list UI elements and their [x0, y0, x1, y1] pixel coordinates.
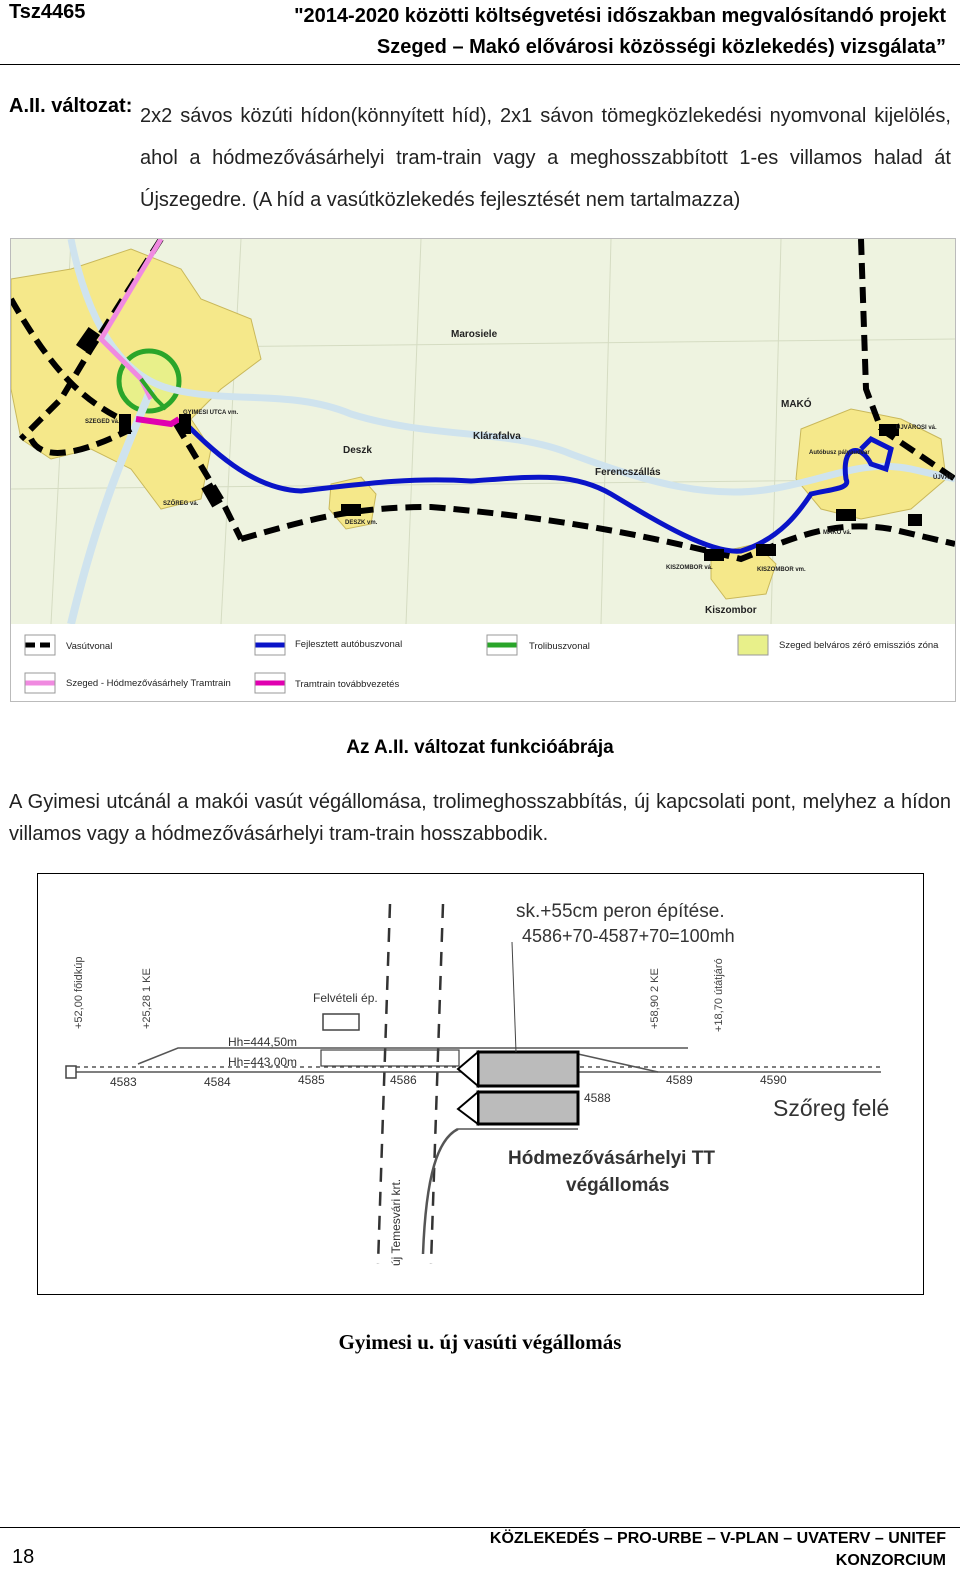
section-4583: 4583: [110, 1075, 137, 1089]
platforms: [458, 1052, 578, 1124]
section-4589: 4589: [666, 1073, 693, 1087]
document-id: Tsz4465: [9, 1, 86, 23]
terminal-label-1: Hódmezővásárhelyi TT: [508, 1148, 715, 1169]
legend-tramtrain-ext: Tramtrain továbbvezetés: [295, 679, 400, 690]
label-deszk-vm: DESZK vm.: [345, 520, 378, 526]
body-paragraph: A Gyimesi utcánál a makói vasút végállomása, trolimeghosszabbítás, új kapcsolati pont, melyhez a hídon villamos vagy a hódmezővásárhelyi tram-train hosszabbodik.: [9, 791, 951, 845]
header-divider: [0, 64, 960, 65]
label-mako: MAKÓ: [781, 399, 812, 410]
label-kiszombor: Kiszombor: [705, 605, 757, 616]
label-kiszombor-vu: KISZOMBOR vá.: [666, 565, 713, 571]
section-4586: 4586: [390, 1073, 417, 1087]
km-markers: [73, 957, 725, 1032]
section-4584: 4584: [204, 1075, 231, 1089]
label-ferencszallas: Ferencszállás: [595, 467, 661, 478]
reception-label: Felvételi ép.: [313, 991, 378, 1005]
project-title-line-1: "2014-2020 közötti költségvetési időszakban megvalósítandó projekt: [294, 5, 946, 27]
footer-line-1: KÖZLEKEDÉS – PRO-URBE – V-PLAN – UVATERV – UNITEF: [489, 1530, 946, 1547]
variant-map-svg: [11, 239, 955, 701]
km-marker-3: +58,90 2 KE: [649, 968, 661, 1029]
hh1-label: Hh=444,50m: [228, 1035, 298, 1049]
project-title-line-2: Szeged – Makó elővárosi közösségi közlekedés) vizsgálata”: [376, 36, 946, 58]
km-marker-2: +25,28 1 KE: [141, 968, 153, 1029]
buffer-stop: [66, 1066, 76, 1078]
variant-description: 2x2 sávos közúti hídon(könnyített híd), 2x1 sávon tömegközlekedési nyomvonal kijelölés, ahol a hódmezővásárhelyi tram-train vagy a meghosszabbított 1-es villamos halad át Újszegedre. (A híd a vasútközlekedés fejlesztését nem tartalmazza): [140, 105, 951, 211]
platform-note-leader: [512, 942, 516, 1052]
variant-map: [10, 238, 956, 702]
street-label: új Temesvári krt.: [389, 1178, 403, 1266]
reception-building: [323, 1014, 359, 1030]
label-marosiele: Marosiele: [451, 329, 498, 340]
figure-2-caption: Gyimesi u. új vasúti végállomás: [338, 1330, 622, 1354]
label-szeged-vu: SZEGED vá.: [85, 419, 120, 425]
label-ujvaros-cut: ÚJVÁR: [933, 475, 954, 481]
legend-tramtrain: Szeged - Hódmezővásárhely Tramtrain: [66, 678, 231, 689]
label-ujvarosi-vu: ÚJVÁROSI vá.: [896, 425, 937, 431]
figure-1-caption: Az A.II. változat funkcióábrája: [346, 737, 614, 758]
legend-zone: Szeged belváros zéró emissziós zóna: [779, 640, 939, 651]
km-marker-1: +52,00 főidkúp: [73, 956, 85, 1029]
label-klarafalva: Klárafalva: [473, 431, 521, 442]
station-plan: [37, 873, 924, 1295]
km-marker-4: +18,70 útátjáró: [713, 958, 725, 1032]
section-4585: 4585: [298, 1073, 325, 1087]
label-deszk: Deszk: [343, 445, 372, 456]
section-4590: 4590: [760, 1073, 787, 1087]
map-legend-background: [11, 624, 955, 701]
legend-trolley: Trolibuszvonal: [529, 641, 590, 652]
legend-rail: Vasútvonal: [66, 641, 113, 652]
consortium-footer: [490, 1528, 946, 1572]
platform-note-1: sk.+55cm peron építése.: [516, 901, 725, 922]
label-gyimesi-utca: GYIMESI UTCA vm.: [183, 410, 239, 416]
project-title: [294, 1, 946, 63]
station-plan-svg: [38, 874, 923, 1294]
legend-bus: Fejlesztett autóbuszvonal: [295, 639, 403, 650]
hh2-label: Hh=443,00m: [228, 1055, 298, 1069]
terminal-label-2: végállomás: [566, 1175, 670, 1196]
platform-note-2: 4586+70-4587+70=100mh: [522, 926, 735, 946]
label-szoreg-vu: SZŐREG vá.: [163, 501, 199, 507]
section-4588: 4588: [584, 1091, 611, 1105]
label-kiszombor-vm: KISZOMBOR vm.: [757, 567, 806, 573]
page-number: 18: [12, 1546, 35, 1568]
label-autobusz: Autóbusz pályaudvar: [809, 450, 870, 456]
variant-label: A.II. változat:: [9, 95, 133, 117]
direction-label: Szőreg felé: [773, 1095, 890, 1121]
label-mako-vu: MAKÓ vá.: [823, 530, 852, 536]
footer-line-2: KONZORCIUM: [835, 1552, 946, 1569]
